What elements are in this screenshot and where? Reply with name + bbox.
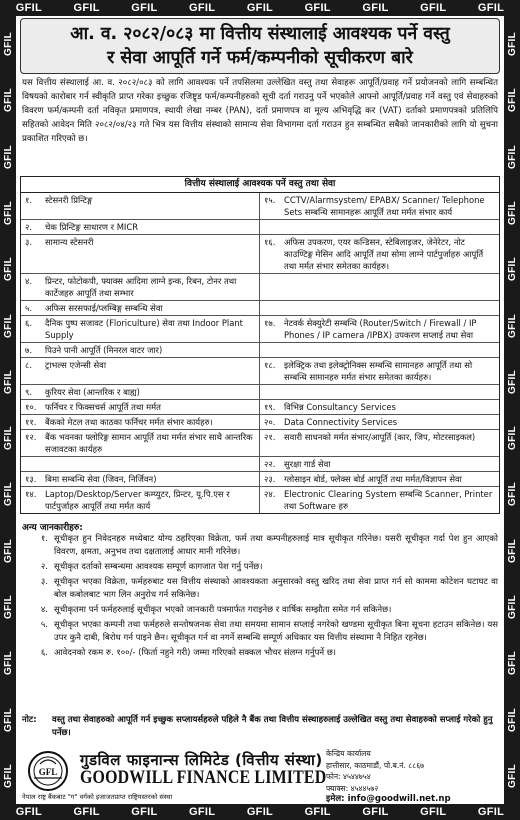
service-name: चेक प्रिन्टिङ्ग साधारण र MICR [45,222,139,232]
license-note: नेपाल राष्ट्र बैंकबाट "ग" वर्गको इजाजतप्राप्त राष्ट्रियस्तरको संस्था [22,793,173,801]
services-table-row [21,220,499,235]
service-name: ग्लोसाइन बोर्ड, फ्लेक्स बोर्ड आपूर्ति तथा मर्मत/विज्ञापन सेवा [284,474,462,484]
watermark-text: GFIL [2,200,14,225]
service-number: २०. [264,417,276,427]
services-table-row [21,400,499,415]
service-cell-left [21,316,260,342]
service-name [45,458,256,470]
service-number: १३. [25,474,37,484]
watermark-text: GFIL [304,806,331,818]
service-cell-right [260,316,499,342]
other-info-text: सूचीकृत दर्ताको सम्बन्धमा आवश्यक सम्पूर्ण कागजात पेश गर्नु पर्नेछ। [54,562,263,572]
service-number: १८. [264,360,276,370]
service-name: दैनिक पुष्प सजावट (Floriculture) सेवा तथा Indoor Plant Supply [45,318,243,340]
watermark-text: GFIL [506,369,518,394]
watermark-text: GFIL [362,2,389,14]
watermark-text: GFIL [131,806,158,818]
watermark-text: GFIL [506,200,518,225]
watermark-text: GFIL [506,144,518,169]
service-name: पिउने पानी आपूर्ति (मिनरल वाटर जार) [45,345,163,355]
other-info-title: अन्य जानकारीहरु: [22,523,83,533]
service-name [284,275,496,299]
watermark-text: GFIL [506,257,518,282]
services-table-row [21,343,499,358]
service-name: सामान्य स्टेसनरी [45,237,94,247]
service-number: ४. [25,276,33,286]
services-table-row [21,415,499,430]
watermark-text: GFIL [2,482,14,507]
service-number [25,458,45,470]
service-cell-right [260,415,499,429]
watermark-text: GFIL [246,2,274,14]
other-info-item [20,619,498,645]
service-cell-right [260,385,499,399]
watermark-text: GFIL [2,426,14,451]
other-info-number: ५. [40,620,48,630]
service-number: ९. [25,387,33,397]
service-name [284,302,496,314]
other-info-text: सूचीकृत भएका विक्रेता, फर्महरुबाट यस वित्तीय संस्थाको आवश्यकता अनुसारको वस्तु खरिद तथा सेवा प्राप्त गर्न सो काममा कोटेशन घटाघट वा बोल कबोलबाट भाग लिन अनुरोध गर्न सकिनेछ। [54,577,498,600]
watermark-text: GFIL [246,806,274,818]
service-number: १. [25,195,33,205]
service-cell-right [260,472,499,486]
other-info-text: सूचीकृतमा पर्न फर्महरुलाई सूचीकृत भएको जानकारी पत्रमार्फत गराइनेछ र वार्षिक सम्झौता समेत गर्न सकिनेछ। [54,605,392,615]
service-cell-right [260,487,499,513]
service-number: १६. [264,237,276,247]
note-paragraph [22,714,498,740]
other-info-item [20,533,498,559]
service-name: Laptop/Desktop/Server कम्प्युटर, प्रिन्टर, यू.पि.एस र पार्टपुर्जाहरु आपूर्ति तथा मर्मत कार्य [45,489,230,511]
service-number: ७. [25,345,33,355]
service-cell-right [260,193,499,219]
watermark-text: GFIL [2,763,14,788]
watermark-text: GFIL [420,2,447,14]
office-phone: फोन: ४५४४७५४ [326,772,371,781]
service-name: सवारी साधनको मर्मत संभार/आपूर्ति (कार, जिप, मोटरसाइकल) [284,432,476,442]
watermark-text: GFIL [506,32,518,57]
company-name-nepali: गुडविल फाइनान्स लिमिटेड (वित्तीय संस्था) [80,751,323,769]
notice-title-line-2: र सेवा आपूर्ति गर्ने फर्म/कम्पनीको सूचीकरण बारे [107,48,413,68]
watermark-text: GFIL [506,88,518,113]
service-name: बैंकको मेटल तथा काठका फर्निचर मर्मत संभार कार्यहरु। [45,417,213,427]
watermark-text: GFIL [506,707,518,732]
note-text: वस्तु तथा सेवाहरुको आपूर्ति गर्न इच्छुक सप्लायर्सहरुले पहिले नै बैंक तथा वित्तीय संस्थाहरुलाई उल्लेखित वस्तु तथा सेवाहरुको सप्लाई गरेको हुनु पर्नेछ। [52,715,493,738]
service-number: १२. [25,432,37,442]
watermark-text: GFIL [506,426,518,451]
other-info-text: आवेदनको रकम रु. १००/- (फिर्ता नहुने गरी) जम्मा गरिएको सक्कल भौचर संलग्न गर्नुपर्ने छ। [54,648,337,658]
service-cell-left [21,358,260,384]
office-fax: फ्याक्स: ४५४४५७२ [326,783,379,793]
service-cell-right [260,457,499,471]
services-table-row [21,385,499,400]
service-number: १०. [25,402,37,412]
other-info-item [20,604,498,617]
service-name: विभिन्न Consultancy Services [284,402,396,412]
other-info-list [20,533,498,662]
office-email[interactable]: इमेल: info@goodwill.net.np [326,794,451,804]
other-info-item [20,576,498,602]
services-table-row [21,358,499,385]
watermark-text: GFIL [189,2,216,14]
services-table-row [21,472,499,487]
service-number: २. [25,222,33,232]
office-label: केन्द्रिय कार्यालय [326,749,371,758]
watermark-border-bottom [0,804,520,820]
notice-title-box [20,18,500,74]
service-cell-right [260,343,499,357]
svg-text:GFL: GFL [38,767,58,777]
service-name: प्रिन्टर, फोटोकपी, फ्याक्स आदिमा लाग्ने इन्क, रिबन, टोनर तथा कार्टेजहरु आपूर्ति तथा सम्भार [45,276,237,298]
office-location: हात्तीसार, काठमाडौं, पो.ब.नं. ८८६७ [326,760,425,770]
watermark-text: GFIL [15,2,43,14]
service-number: १७. [264,318,276,328]
service-cell-right [260,301,499,315]
service-name: CCTV/Alarmsystem/ EPABX/ Scanner/ Telephone Sets सम्बन्धि सामानहरू आपूर्ति तथा मर्मत संभार कार्य [284,195,485,217]
services-table-row [21,316,499,343]
watermark-text: GFIL [189,806,216,818]
service-cell-left [21,457,260,471]
watermark-text: GFIL [506,594,518,619]
watermark-border-right [504,16,520,804]
services-table-row [21,301,499,316]
company-name-english: GOODWILL FINANCE LIMITED [80,768,327,788]
other-info-number: १. [40,534,48,544]
service-name: Electronic Clearing System सम्बन्धि Scanner, Printer तथा Software हरु [284,489,493,511]
service-number: ६. [25,318,33,328]
watermark-text: GFIL [506,538,518,563]
other-info-text: सूचीकृत हुन निवेदनहरु मध्येबाट योग्य ठहरिएका विक्रेता, फर्म तथा कम्पनीहरुलाई मात्र सूचीकृत गरिनेछ। यसरी सूचीकृत गर्दा पेश हुन आएको विवरण, क्षमता, अनुभव तथा दक्षतालाई आधार मानी गरिनेछ। [54,534,498,557]
service-number: ३. [25,237,33,247]
service-cell-left [21,487,260,513]
other-info-item [20,647,498,660]
services-table [20,176,500,514]
service-cell-left [21,472,260,486]
service-cell-left [21,193,260,219]
other-info-number: ३. [40,577,48,587]
services-table-row [21,457,499,472]
watermark-text: GFIL [420,806,447,818]
watermark-text: GFIL [506,763,518,788]
service-name: नेटवर्क सेक्युरेटी सम्बन्धि (Router/Switch / Firewall / IP Phones / IP camera /IPBX) उपकरण सप्लाई तथा सेवा [284,318,477,340]
service-name: बिमा सम्बन्धि सेवा (जिवन, निर्जिवन) [45,474,157,484]
service-number [264,221,284,233]
service-number: २४. [264,489,276,499]
service-number [264,344,284,356]
watermark-text: GFIL [131,2,158,14]
service-cell-left [21,385,260,399]
watermark-text: GFIL [2,257,14,282]
watermark-text: GFIL [2,651,14,676]
notice-title-line-1: आ. व. २०८२/०८३ मा वित्तीय संस्थालाई आवश्यक पर्ने वस्तु [70,24,450,44]
watermark-text: GFIL [73,806,100,818]
service-number: ११. [25,417,37,427]
service-number: ८. [25,360,33,370]
service-cell-right [260,430,499,456]
service-number: १९. [264,402,276,412]
services-table-row [21,235,499,274]
watermark-text: GFIL [2,594,14,619]
service-name: Data Connectivity Services [284,417,398,427]
watermark-text: GFIL [362,806,389,818]
footer [20,744,498,802]
service-name [284,221,496,233]
watermark-text: GFIL [2,144,14,169]
service-cell-left [21,400,260,414]
contact-address [326,748,451,806]
service-name [284,344,496,356]
service-cell-right [260,235,499,273]
service-cell-right [260,220,499,234]
service-name: बैंक भवनका फ्लोरिङ्ग सामान आपूर्ति तथा मर्मत संभार साथै आन्तरिक सजावटका कार्यहरु [45,432,253,454]
service-cell-left [21,274,260,300]
service-name: अफिस उपकरण, एयर कन्डिसन, स्टेबिलाइजर, जेनेरेटर, नोट काउण्टिङ्ग मेसिन आदि आपूर्ति तथा सोमा लाग्ने पार्टपुर्जाहरु आपूर्ति तथा मर्मत संभार समेतका कार्यहरु। [284,237,484,271]
watermark-border-left [0,16,16,804]
service-cell-right [260,358,499,384]
services-table-heading: वित्तीय संस्थालाई आवश्यक पर्ने वस्तु तथा सेवा [21,177,499,193]
service-cell-left [21,220,260,234]
services-table-row [21,487,499,513]
other-info-number: ६. [40,648,48,658]
watermark-text: GFIL [506,651,518,676]
service-cell-left [21,343,260,357]
watermark-text: GFIL [2,369,14,394]
service-name: फर्निचर र फिक्सचर्स आपूर्ति तथा मर्मत [45,402,161,412]
services-table-row [21,193,499,220]
service-number: २१. [264,432,276,442]
watermark-text: GFIL [2,88,14,113]
watermark-text: GFIL [506,313,518,338]
watermark-text: GFIL [477,806,505,818]
other-info-number: २. [40,562,48,572]
service-cell-left [21,235,260,273]
watermark-border-top [0,0,520,16]
service-name: अफिस सरसफाई/प्लम्बिङ्ग सम्बन्धि सेवा [45,303,163,313]
note-label: नोट: [22,715,37,725]
watermark-text: GFIL [73,2,100,14]
service-number [264,302,284,314]
service-cell-right [260,274,499,300]
service-name: स्टेसनरी प्रिन्टिङ्ग [45,195,93,205]
service-name [284,386,496,398]
service-cell-left [21,415,260,429]
intro-paragraph: यस वित्तीय संस्थालाई आ. व. २०८२/०८३ को लागि आवश्यक पर्ने तपसिलमा उल्लेखित वस्तु तथा सेवाहरू आपूर्ति/प्रवाह गर्ने प्रयोजनको लागि सम्बन्धित विषयको कारोबार गर्न स्वीकृति प्राप्त गरेका इच्छुक रजिष्ट्र्ड फर्म/कम्पनीहरुको सूची दर्ता गराउनु पर्ने भएकोले आफ्नो आपूर्ति/प्रवाह गर्ने वस्तु एवं सेवाहरुको विवरण फर्म/कम्पनी दर्ता नविकृत प्रमाणपत्र, स्थायी लेखा नम्बर (PAN), दर्ता प्रमाणपत्र वा मूल्य अभिवृद्धि कर (VAT) दर्ताको प्रमाणपत्रको प्रतिलिपि सहितको आवेदन मिति २०८२/०४/२३ गते भित्र यस वित्तीय संस्थाको सामान्य सेवा विभागमा दर्ता गराउन हुन सम्बन्धित सबैको जानकारीको लागि यो सुचना प्रकाशित गरिएको छ। [22,78,498,144]
service-name: कुरियर सेवा (आन्तरिक र बाह्य) [45,387,140,397]
services-table-row [21,274,499,301]
service-name: इलेक्ट्रिक तथा इलेक्ट्रोनिक्स सम्बन्धि सामानहरु आपूर्ति तथा सो सम्बन्धि सामानहरु मर्मत संभार समेतका कार्यहरु। [284,360,473,382]
service-cell-right [260,400,499,414]
service-cell-left [21,301,260,315]
watermark-text: GFIL [15,806,43,818]
other-info-number: ४. [40,605,48,615]
services-table-row [21,430,499,457]
watermark-text: GFIL [477,2,505,14]
service-number: २३. [264,474,276,484]
watermark-text: GFIL [506,482,518,507]
service-name: सुरक्षा गार्ड सेवा [284,459,331,469]
other-info-text: सूचीकृत भएका कम्पनी तथा फर्महरुले सन्तोषजनक सेवा तथा समयमा सामान सप्लाई नगरेको खण्डमा सूचीकृत बिना सूचना हटाउन सकिनेछ। यस उपर कुनै दाबी, बिरोध गर्न पाइने छैन। सूचीकृत गर्न वा नगर्ने सम्बन्धि सम्पूर्ण अधिकार यस वित्तीय संस्थामा नै निहित रहनेछ। [54,620,498,643]
service-number [264,275,284,299]
watermark-text: GFIL [2,313,14,338]
watermark-text: GFIL [2,32,14,57]
notice-content [20,18,500,802]
company-logo-icon [26,750,70,792]
service-name: ट्राभल्स एजेन्सी सेवा [45,360,106,370]
watermark-text: GFIL [2,707,14,732]
service-number [264,386,284,398]
service-cell-left [21,430,260,456]
services-table-body [21,193,499,513]
other-info-item [20,561,498,574]
watermark-text: GFIL [2,538,14,563]
service-number: १५. [264,195,276,205]
service-number: २२. [264,459,276,469]
service-number: १४. [25,489,37,499]
watermark-text: GFIL [304,2,331,14]
service-number: ५. [25,303,33,313]
